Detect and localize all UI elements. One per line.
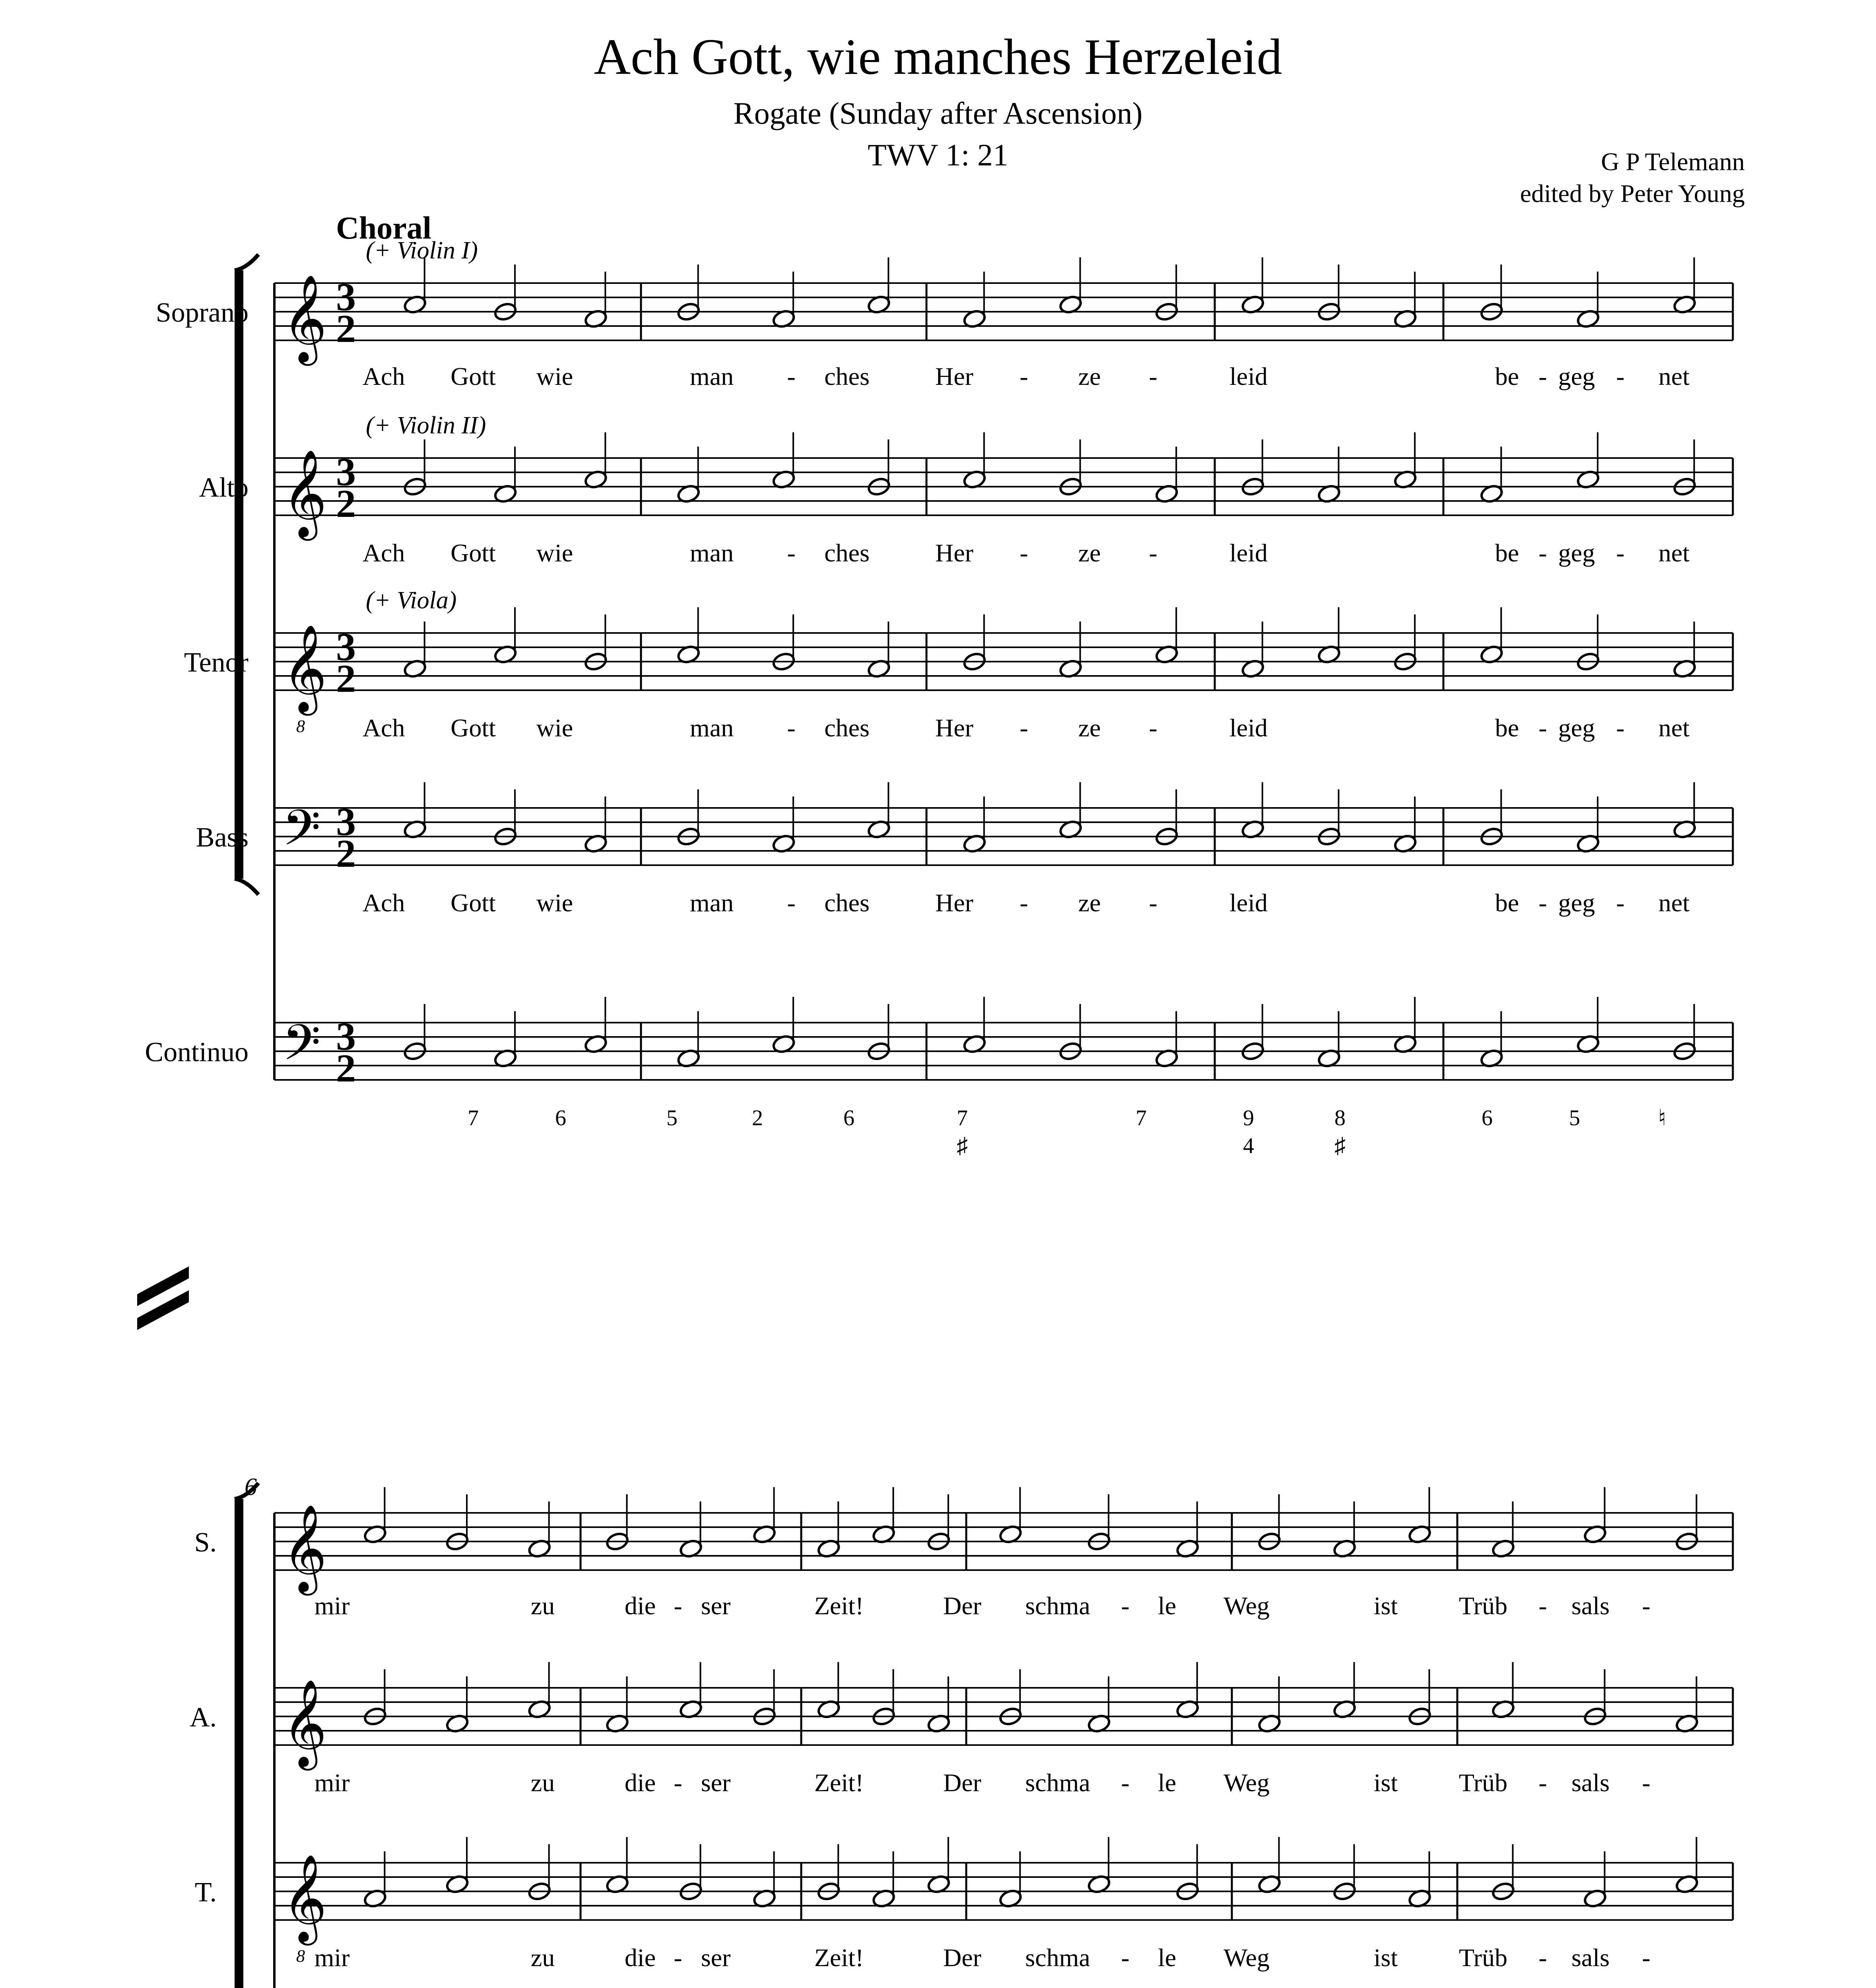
lyric-syllable: le [1157,1769,1177,1797]
lyric-syllable: leid [1229,362,1268,390]
lyric-syllable: ist [1373,1769,1398,1797]
figured-bass-figure: ♯ [1334,1134,1346,1158]
lyric-syllable: Ach [362,539,405,567]
system-bracket [235,1499,243,1988]
lyric-syllable: be [1495,362,1519,390]
lyric-syllable: zu [530,1592,555,1620]
lyric-syllable: geg [1558,362,1595,390]
lyric-syllable: Her [935,714,973,742]
lyric-syllable: Ach [362,714,405,742]
lyric-syllable: - [674,1943,682,1972]
lyric-syllable: be [1495,889,1519,917]
lyric-syllable: - [1642,1592,1651,1620]
lyric-syllable: ze [1078,362,1101,390]
figured-bass-figure: 8 [1334,1106,1346,1130]
figured-bass-figure: 2 [752,1106,763,1130]
lyric-syllable: - [1616,362,1625,390]
time-signature-bottom: 2 [336,481,356,526]
figured-bass-figure: 7 [957,1106,968,1130]
lyric-syllable: Trüb [1458,1769,1508,1797]
lyric-syllable: wie [536,539,573,567]
part-name: Alto [199,472,249,503]
editor-credit: edited by Peter Young [1520,179,1745,208]
lyric-syllable: - [1149,362,1157,390]
figured-bass-figure: 7 [1136,1106,1147,1130]
time-signature-top: 3 [336,1014,356,1058]
lyric-syllable: Gott [451,889,496,917]
time-signature-bottom: 2 [336,656,356,701]
lyric-syllable: ist [1373,1592,1398,1620]
lyric-syllable: - [1538,539,1547,567]
lyric-syllable: ser [701,1592,731,1620]
bracket-hook [235,879,258,895]
figured-bass-figure: 6 [1482,1106,1493,1130]
lyric-syllable: be [1495,714,1519,742]
lyric-syllable: - [787,362,796,390]
lyric-syllable: ches [824,889,870,917]
treble-clef-icon: 𝄞 [282,277,327,361]
lyric-syllable: Weg [1223,1943,1270,1972]
figured-bass-figure: 7 [468,1106,479,1130]
lyric-syllable: - [1538,1769,1547,1797]
page-subtitle: Rogate (Sunday after Ascension) [733,96,1143,130]
lyric-syllable: - [1538,714,1547,742]
lyric-syllable: leid [1229,539,1268,567]
lyric-syllable: Weg [1223,1769,1270,1797]
lyric-syllable: net [1658,714,1690,742]
section-label: Choral [336,211,431,246]
bass-clef-icon: 𝄢 [282,802,321,868]
lyric-syllable: - [1121,1592,1130,1620]
system-1 [145,211,1733,1158]
lyric-syllable: wie [536,362,573,390]
part-name: S. [194,1527,217,1558]
system-separator [137,1266,189,1330]
figured-bass-figure: 9 [1243,1106,1254,1130]
lyric-syllable: - [674,1592,682,1620]
lyric-syllable: Gott [451,714,496,742]
lyric-syllable: - [674,1769,682,1797]
figured-bass-figure: 6 [843,1106,854,1130]
lyric-syllable: sals [1571,1592,1610,1620]
lyric-syllable: be [1495,539,1519,567]
lyric-syllable: le [1157,1592,1177,1620]
composer-credit: G P Telemann [1601,148,1745,176]
time-signature-top: 3 [336,450,356,494]
lyric-syllable: geg [1558,539,1595,567]
lyric-syllable: geg [1558,714,1595,742]
time-signature-top: 3 [336,800,356,844]
lyric-syllable: ist [1373,1943,1398,1972]
lyric-syllable: schma [1025,1769,1090,1797]
lyric-syllable: mir [314,1943,350,1972]
lyric-syllable: mir [314,1769,350,1797]
lyric-syllable: - [1121,1769,1130,1797]
lyric-syllable: wie [536,714,573,742]
lyric-syllable: Gott [451,362,496,390]
lyric-syllable: - [1538,1943,1547,1972]
octave-marker: 8 [296,1946,305,1966]
lyric-syllable: Zeit! [814,1769,864,1797]
lyric-syllable: Trüb [1458,1943,1508,1972]
part-name: Soprano [155,297,249,328]
lyric-syllable: geg [1558,889,1595,917]
page-title: Ach Gott, wie manches Herzeleid [594,29,1282,85]
lyric-syllable: Gott [451,539,496,567]
lyric-syllable: - [1616,889,1625,917]
lyric-syllable: Der [943,1769,981,1797]
lyric-syllable: man [689,714,734,742]
lyric-syllable: - [1642,1943,1651,1972]
time-signature-top: 3 [336,275,356,319]
lyric-syllable: ze [1078,714,1101,742]
lyric-syllable: sals [1571,1943,1610,1972]
lyric-syllable: - [1642,1769,1651,1797]
lyric-syllable: Ach [362,889,405,917]
lyric-syllable: - [1616,539,1625,567]
lyric-syllable: Zeit! [814,1592,864,1620]
catalog-number: TWV 1: 21 [868,138,1008,172]
treble-clef-icon: 𝄞 [282,452,327,536]
treble-clef-icon: 𝄞 [282,1507,327,1590]
part-name: Continuo [145,1037,249,1068]
lyric-syllable: Her [935,539,973,567]
measure-number: 6 [245,1474,257,1501]
lyric-syllable: ches [824,362,870,390]
figured-bass-figure: 5 [666,1106,678,1130]
time-signature-bottom: 2 [336,831,356,876]
part-name: Bass [196,822,249,853]
lyric-syllable: le [1157,1943,1177,1972]
system-2 [155,1474,1733,1988]
lyric-syllable: - [1149,539,1157,567]
lyric-syllable: Her [935,889,973,917]
part-name: A. [189,1702,217,1733]
figured-bass-figure: 6 [555,1106,566,1130]
system-bracket [235,270,243,879]
lyric-syllable: sals [1571,1769,1610,1797]
lyric-syllable: wie [536,889,573,917]
lyric-syllable: leid [1229,714,1268,742]
lyric-syllable: Ach [362,362,405,390]
lyric-syllable: ze [1078,539,1101,567]
lyric-syllable: - [787,714,796,742]
lyric-syllable: - [1149,714,1157,742]
lyric-syllable: net [1658,889,1690,917]
lyric-syllable: - [1020,539,1028,567]
lyric-syllable: ches [824,714,870,742]
doubling-note: (+ Violin I) [366,237,478,264]
lyric-syllable: Weg [1223,1592,1270,1620]
lyric-syllable: - [1538,1592,1547,1620]
lyric-syllable: Trüb [1458,1592,1508,1620]
lyric-syllable: net [1658,362,1690,390]
lyric-syllable: zu [530,1943,555,1972]
part-name: Tenor [184,647,249,678]
figured-bass-figure: ♯ [957,1134,968,1158]
lyric-syllable: - [1020,362,1028,390]
lyric-syllable: leid [1229,889,1268,917]
doubling-note: (+ Violin II) [366,412,486,439]
lyric-syllable: schma [1025,1943,1090,1972]
lyric-syllable: die [624,1943,656,1972]
figured-bass-figure: 4 [1243,1134,1254,1158]
lyric-syllable: - [787,889,796,917]
lyric-syllable: man [689,362,734,390]
lyric-syllable: - [1538,362,1547,390]
lyric-syllable: ches [824,539,870,567]
lyric-syllable: Her [935,362,973,390]
figured-bass-figure: 5 [1569,1106,1580,1130]
octave-marker: 8 [296,716,305,736]
lyric-syllable: die [624,1769,656,1797]
part-name: T. [194,1877,217,1908]
treble-clef-icon: 𝄞 [282,627,327,711]
time-signature-top: 3 [336,625,356,669]
lyric-syllable: die [624,1592,656,1620]
lyric-syllable: ser [701,1769,731,1797]
lyric-syllable: - [1538,889,1547,917]
lyric-syllable: - [1121,1943,1130,1972]
lyric-syllable: man [689,539,734,567]
bracket-hook [235,254,258,270]
lyric-syllable: ser [701,1943,731,1972]
bass-clef-icon: 𝄢 [282,1016,321,1082]
lyric-syllable: Der [943,1592,981,1620]
lyric-syllable: - [1149,889,1157,917]
treble-clef-icon: 𝄞 [282,1857,327,1940]
time-signature-bottom: 2 [336,1046,356,1090]
lyric-syllable: - [1020,714,1028,742]
lyric-syllable: Der [943,1943,981,1972]
lyric-syllable: - [1020,889,1028,917]
lyric-syllable: mir [314,1592,350,1620]
lyric-syllable: net [1658,539,1690,567]
lyric-syllable: man [689,889,734,917]
lyric-syllable: - [787,539,796,567]
lyric-syllable: ze [1078,889,1101,917]
doubling-note: (+ Viola) [366,587,457,614]
lyric-syllable: zu [530,1769,555,1797]
time-signature-bottom: 2 [336,307,356,351]
lyric-syllable: - [1616,714,1625,742]
lyric-syllable: Zeit! [814,1943,864,1972]
figured-bass-figure: ♮ [1658,1106,1666,1130]
treble-clef-icon: 𝄞 [282,1682,327,1765]
lyric-syllable: schma [1025,1592,1090,1620]
